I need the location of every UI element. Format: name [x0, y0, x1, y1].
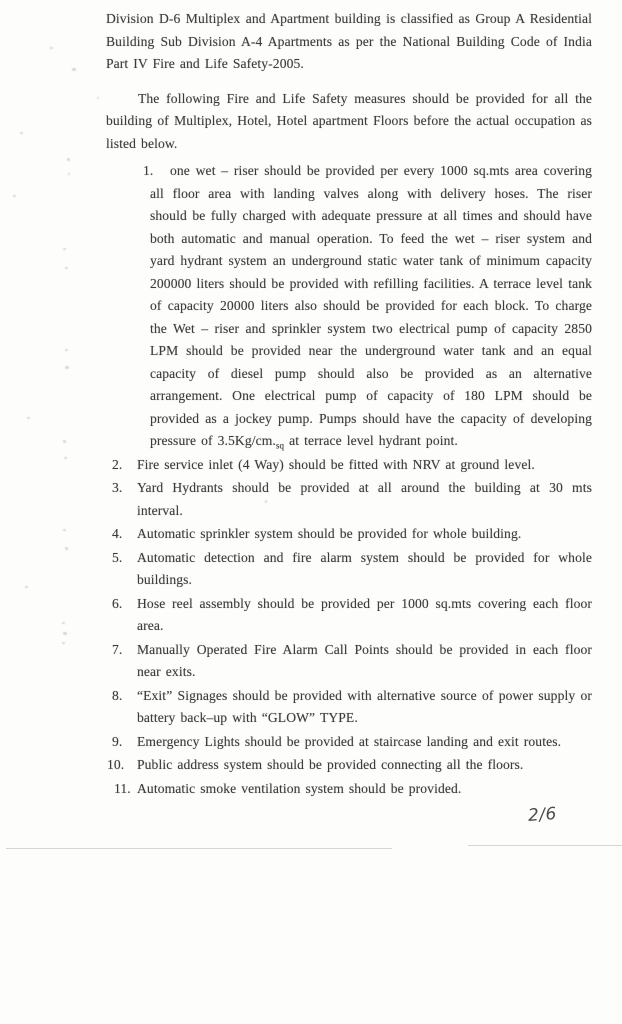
list-item-number: 9. [112, 733, 123, 749]
scan-artifact-line [6, 848, 392, 849]
scan-speckle [65, 267, 68, 269]
classification-paragraph: Division D-6 Multiplex and Apartment building is classified as Group A Residential Building Sub Division A-4 Apartments as per the National Building Code of India Part IV Fire and Life Safety-2005. [106, 11, 592, 71]
scan-speckle [65, 547, 68, 550]
scan-speckle [97, 97, 99, 99]
scan-speckle [65, 366, 69, 369]
subscript-sq: sq [275, 440, 285, 451]
list-item [107, 754, 592, 777]
list-item-text: Public address system should be provided connecting all the floors. [137, 757, 524, 772]
list-item-number: 11. [114, 780, 131, 796]
list-item [112, 593, 592, 638]
list-item-text: Fire service inlet (4 Way) should be fitted with NRV at ground level. [137, 456, 535, 472]
scan-speckle [20, 132, 23, 134]
list-item-text: Automatic smoke ventilation system should be provided. [137, 780, 462, 796]
list-item [114, 778, 592, 801]
list-item-text: Manually Operated Fire Alarm Call Points should be provided in each floor near exits. [137, 641, 592, 679]
scan-artifact-line [468, 845, 622, 846]
list-item-text: one wet – riser should be provided per every 1000 sq.mts area covering all floor area with landing valves along with delivery hoses. The riser should be fully charged with adequate pressure at all times and should have both automatic and manual operation. To feed the wet – riser system and yard hydrant system an underground static water tank of minimum capacity 200000 liters should be provided with refilling facilities. A terrace level tank of capacity 20000 liters also should be provided for each block. To charge the Wet – riser and sprinkler system two electrical pump of capacity 2850 LPM should be provided near the underground water tank and an equal capacity of diesel pump should also be provided as an alternative arrangement. One electrical pump of capacity of 180 LPM should be provided as a jockey pump. Pumps should have the capacity of developing pressure of 3.5Kg/cm. [150, 163, 592, 448]
scan-speckle [13, 195, 16, 197]
list-item-number: 6. [112, 595, 123, 611]
list-item-number: 10. [107, 757, 125, 772]
scan-speckle [265, 500, 267, 503]
list-item [112, 731, 592, 754]
list-item-text: Yard Hydrants should be provided at all around the building at 30 mts interval. [137, 480, 592, 518]
list-item [112, 639, 592, 684]
scan-speckle [67, 158, 70, 161]
list-item [112, 477, 592, 522]
scan-speckle [63, 529, 66, 531]
scan-speckle [72, 68, 76, 71]
list-item-text: Automatic detection and fire alarm system should be provided for whole buildings. [137, 549, 592, 587]
scan-speckle [50, 47, 53, 49]
fire-safety-measures-list [106, 160, 592, 800]
scan-speckle [63, 248, 66, 250]
list-item-number: 4. [112, 526, 123, 541]
list-item-text: “Exit” Signages should be provided with alternative source of power supply or battery back–up with “GLOW” TYPE. [137, 687, 592, 725]
list-item-number: 7. [112, 641, 123, 657]
scan-speckle [62, 642, 65, 644]
scan-speckle [25, 586, 28, 588]
list-item-text: Emergency Lights should be provided at staircase landing and exit routes. [137, 733, 562, 749]
scan-speckle [62, 622, 65, 624]
list-item-number: 8. [112, 687, 123, 703]
scan-speckle [68, 173, 70, 175]
measures-intro-paragraph: The following Fire and Life Safety measures should be provided for all the building of Multiplex, Hotel, Hotel apartment Floors before the actual occupation as listed below. [106, 90, 592, 151]
list-item-text: at terrace level hydrant point. [284, 433, 458, 448]
list-item [112, 685, 592, 730]
list-item [143, 160, 592, 453]
handwritten-page-number: 2/6 [527, 804, 558, 826]
scan-speckle [64, 457, 67, 459]
scan-speckle [63, 440, 66, 443]
list-item [112, 547, 592, 592]
list-item-text: Automatic sprinkler system should be provided for whole building. [137, 526, 522, 541]
list-item-number: 5. [112, 549, 123, 565]
list-item-number: 3. [112, 480, 123, 495]
list-item [112, 454, 592, 477]
scan-speckle [65, 349, 68, 351]
list-item-text: Hose reel assembly should be provided per 1000 sq.mts covering each floor area. [137, 595, 592, 633]
list-item-number: 1. [143, 163, 154, 178]
scan-speckle [63, 632, 67, 635]
scan-speckle [27, 417, 30, 419]
list-item-number: 2. [112, 456, 123, 472]
list-item [112, 523, 592, 546]
